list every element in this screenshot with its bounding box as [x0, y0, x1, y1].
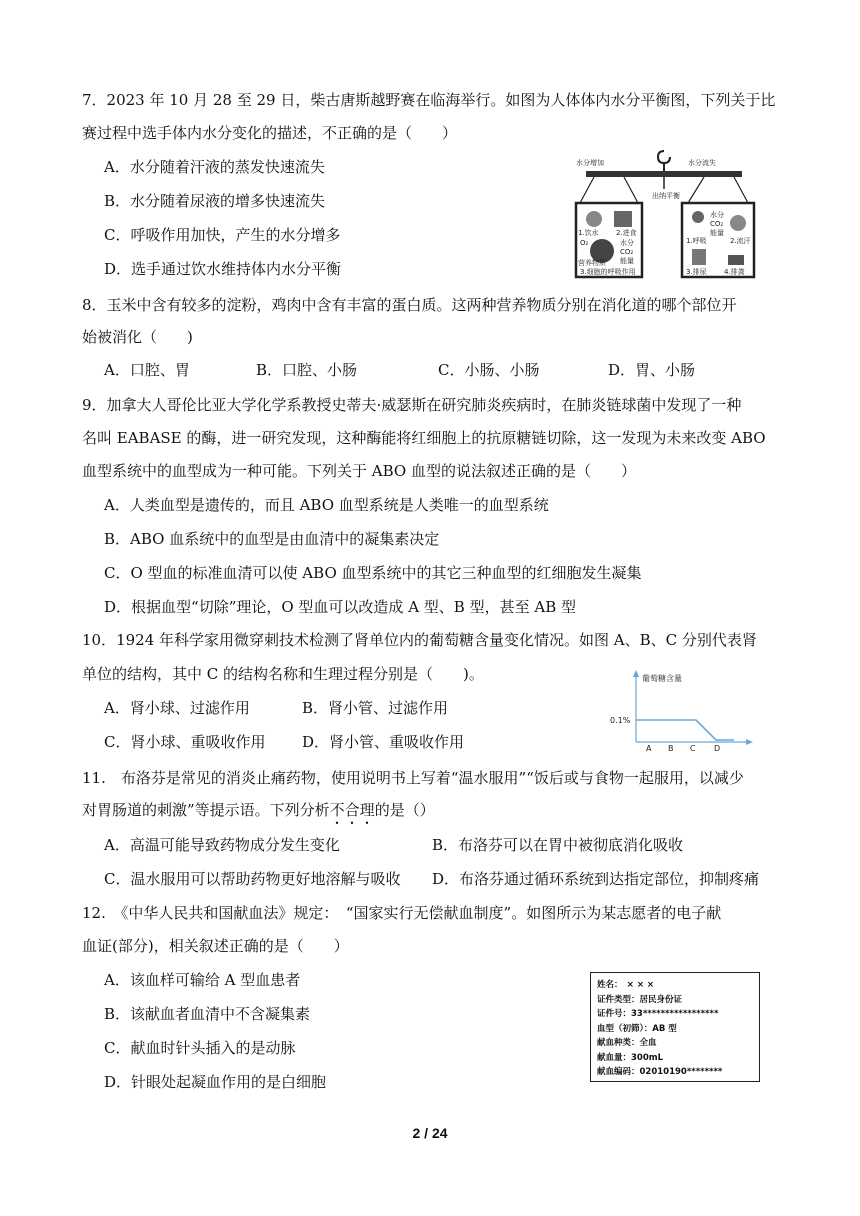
- q8-stem-line2: 始被消化（ ): [82, 328, 193, 346]
- center-label: 出纳平衡: [652, 192, 680, 200]
- q12-option-a: A．该血样可输给 A 型血患者: [104, 971, 301, 989]
- feces-icon: [728, 255, 744, 265]
- left-item-1: 1.饮水: [578, 229, 599, 237]
- q12-option-b: B．该献血者血清中不含凝集素: [104, 1005, 311, 1023]
- toilet-icon: [692, 249, 706, 265]
- glucose-chart: [604, 668, 754, 754]
- q12-option-c: C．献血时针头插入的是动脉: [104, 1039, 296, 1057]
- card-line-id-type: 证件类型：居民身份证: [597, 994, 683, 1005]
- q11-option-b: B．布洛芬可以在胃中被彻底消化吸收: [432, 836, 684, 854]
- left-item-3: 营养物质: [578, 259, 606, 267]
- card-line-blood-type: 血型（初筛）：AB 型: [597, 1023, 677, 1034]
- sweat-icon: [730, 215, 746, 231]
- q10-stem-line2: 单位的结构，其中 C 的结构名称和生理过程分别是（ )。: [82, 665, 484, 683]
- q10-option-d: D．肾小管、重吸收作用: [302, 733, 465, 751]
- q9-option-a: A．人类血型是遗传的，而且 ABO 血型系统是人类唯一的血型系统: [104, 496, 549, 514]
- q7-option-c: C．呼吸作用加快，产生的水分增多: [104, 226, 341, 244]
- left-item-2: 2.进食: [616, 229, 637, 237]
- right-title: 水分流失: [688, 159, 716, 167]
- card-line-code: 献血编码：02010190********: [597, 1067, 723, 1077]
- q11-stem-line1: 11. 布洛芬是常见的消炎止痛药物，使用说明书上写着“温水服用”“饭后或与食物一起服用，以减少: [82, 769, 744, 787]
- q9-option-c: C．O 型血的标准血清可以使 ABO 血型系统中的其它三种血型的红细胞发生凝集: [104, 564, 642, 582]
- q9-stem-line1: 9．加拿大人哥伦比亚大学化学系教授史蒂夫·威瑟斯在研究肺炎疾病时，在肺炎链球菌中发现了一种: [82, 396, 742, 414]
- left-chem-1: O₂: [580, 239, 589, 247]
- q12-stem-line2: 血证(部分)，相关叙述正确的是（ ）: [82, 937, 349, 955]
- q12-stem-line1: 12. 《中华人民共和国献血法》规定： “国家实行无偿献血制度”。如图所示为某志愿者的电子献: [82, 904, 722, 922]
- hook-icon: [658, 151, 670, 163]
- q12-option-d: D．针眼处起凝血作用的是白细胞: [104, 1073, 327, 1091]
- card-line-donation-kind: 献血种类：全血: [597, 1038, 657, 1048]
- chart-ytick: 0.1%: [610, 716, 631, 725]
- left-item-4: 3.细胞的呼吸作用: [580, 268, 636, 276]
- page-number: 2 / 24: [412, 1125, 448, 1141]
- q7-stem-line1: 7．2023 年 10 月 28 至 29 日，柴古唐斯越野赛在临海举行。如图为人体体内水分平衡图，下列关于比: [82, 91, 776, 109]
- q8-stem-line1: 8．玉米中含有较多的淀粉，鸡肉中含有丰富的蛋白质。这两种营养物质分别在消化道的哪个部位开: [82, 296, 737, 314]
- left-chem-4: 能量: [620, 257, 634, 265]
- q11-option-a: A．高温可能导致药物成分发生变化: [104, 836, 340, 854]
- card-line-id-number: 证件号：33*****************: [597, 1009, 719, 1019]
- right-item-3: 3.排尿: [686, 268, 707, 276]
- q8-option-c: C．小肠、小肠: [438, 361, 540, 379]
- q9-option-d: D．根据血型“切除”理论，O 型血可以改造成 A 型、B 型，甚至 AB 型: [104, 598, 576, 616]
- right-item-4: 4.排粪: [724, 268, 745, 276]
- q7-option-a: A．水分随着汗液的蒸发快速流失: [104, 158, 325, 176]
- q11-stem-line2: 对胃肠道的刺激”等提示语。下列分析不合理的是（）: [82, 801, 435, 819]
- balance-beam: [586, 171, 742, 177]
- chart-xtick-c: C: [690, 744, 696, 753]
- q10-option-a: A．肾小球、过滤作用: [104, 699, 250, 717]
- q8-option-d: D．胃、小肠: [608, 361, 696, 379]
- right-chem-1: 水分: [710, 211, 724, 219]
- food-icon: [614, 211, 632, 227]
- chart-xtick-a: A: [646, 744, 652, 753]
- chart-ylabel: 葡萄糖含量: [642, 674, 682, 683]
- right-item-1: 2.流汗: [730, 237, 751, 245]
- q10-option-b: B．肾小管、过滤作用: [302, 699, 449, 717]
- right-chem-3: 能量: [710, 229, 724, 237]
- q8-option-b: B．口腔、小肠: [256, 361, 358, 379]
- breath-icon: [692, 211, 704, 223]
- q11-option-d: D．布洛芬通过循环系统到达指定部位，抑制疼痛: [432, 870, 760, 888]
- drink-icon: [586, 211, 602, 227]
- right-chem-2: CO₂: [710, 220, 724, 228]
- left-title: 水分增加: [576, 159, 604, 167]
- q10-stem-line1: 10．1924 年科学家用微穿刺技术检测了肾单位内的葡萄糖含量变化情况。如图 A、B、C 分别代表肾: [82, 631, 757, 649]
- q8-option-a: A．口腔、胃: [104, 361, 190, 379]
- q9-stem-line2: 名叫 EABASE 的酶，进一研究发现，这种酶能将红细胞上的抗原糖链切除，这一发现为未来改变 ABO: [82, 429, 766, 447]
- q11-option-c: C．温水服用可以帮助药物更好地溶解与吸收: [104, 870, 401, 888]
- q9-option-b: B．ABO 血系统中的血型是由血清中的凝集素决定: [104, 530, 440, 548]
- water-balance-figure: [572, 143, 762, 281]
- q10-option-c: C．肾小球、重吸收作用: [104, 733, 266, 751]
- blood-donation-card: [590, 972, 760, 1082]
- q7-option-b: B．水分随着尿液的增多快速流失: [104, 192, 326, 210]
- q9-stem-line3: 血型系统中的血型成为一种可能。下列关于 ABO 血型的说法叙述正确的是（ ）: [82, 462, 636, 480]
- left-chem-2: 水分: [620, 239, 634, 247]
- chart-xtick-b: B: [668, 744, 674, 753]
- left-chem-3: CO₂: [620, 248, 634, 256]
- q11-emphasis: 不合理: [329, 801, 375, 819]
- card-line-name: 姓名： × × ×: [597, 980, 655, 990]
- right-item-2: 1.呼吸: [686, 237, 707, 245]
- chart-xtick-d: D: [714, 744, 721, 753]
- q7-option-d: D．选手通过饮水维持体内水分平衡: [104, 260, 342, 278]
- card-line-volume: 献血量：300mL: [597, 1052, 664, 1063]
- q7-stem-line2: 赛过程中选手体内水分变化的描述，不正确的是（ ）: [82, 124, 458, 142]
